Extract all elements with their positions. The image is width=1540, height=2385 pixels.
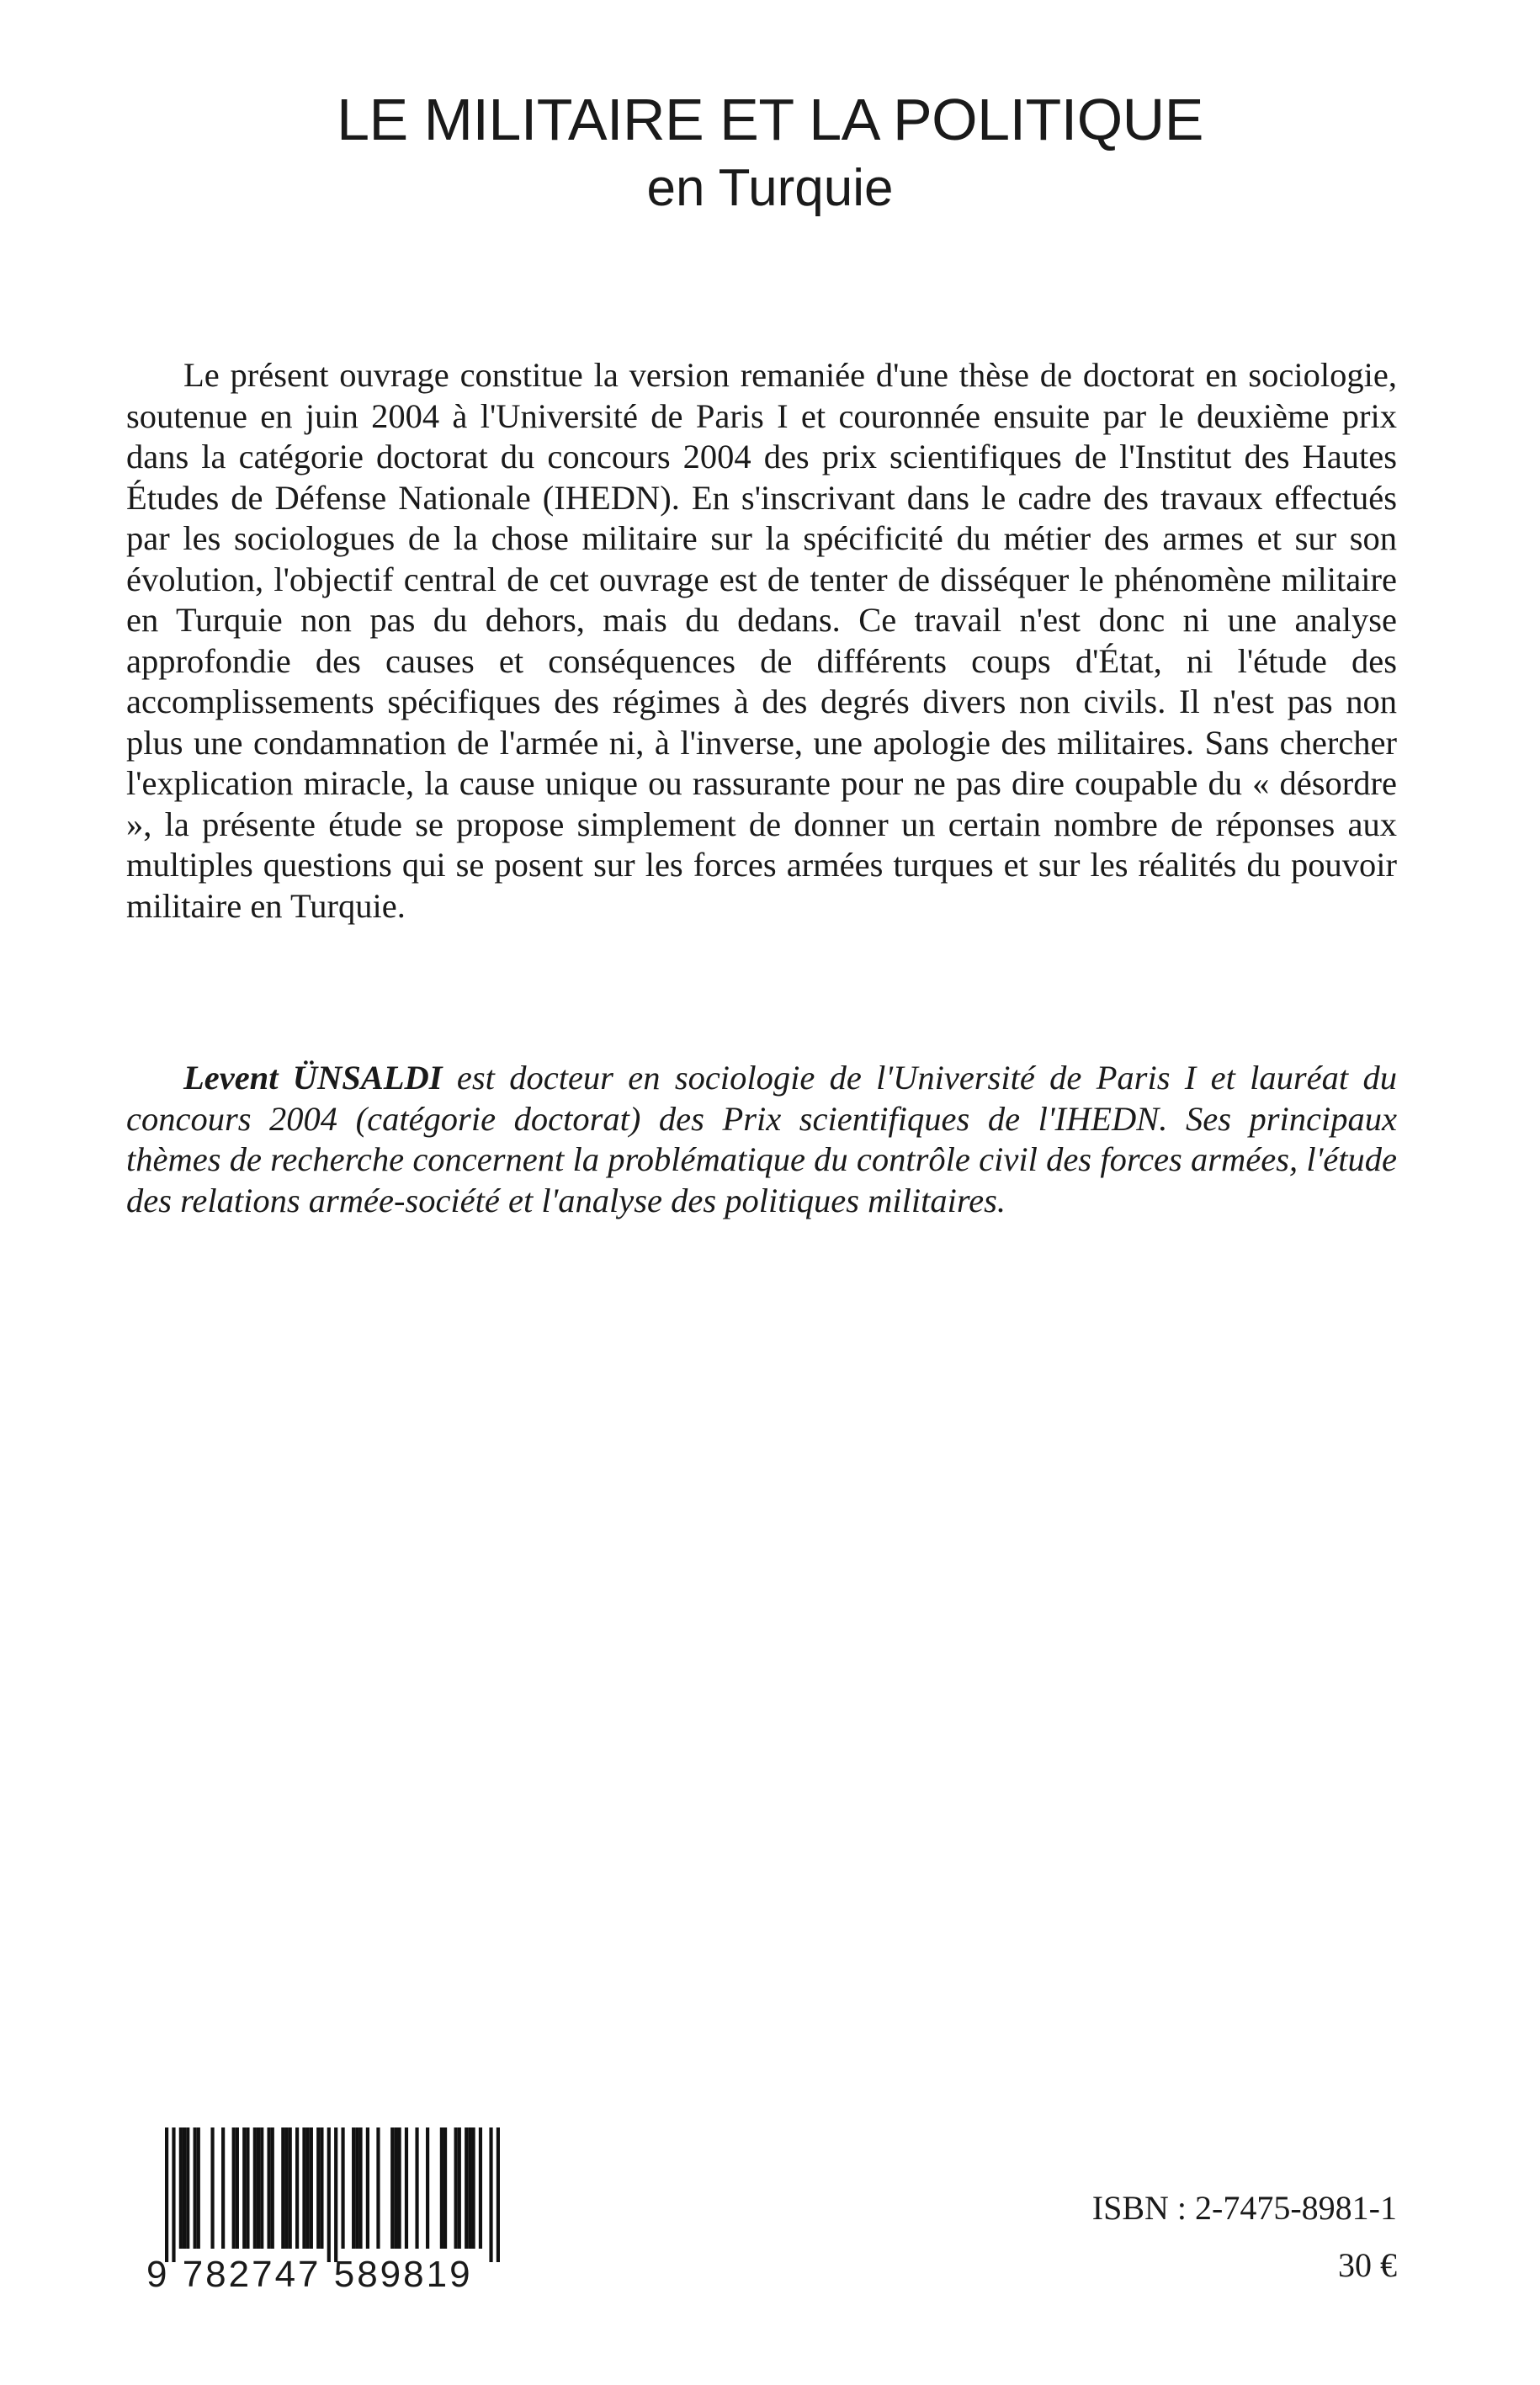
- barcode-bar: [398, 2127, 401, 2249]
- barcode-bar: [405, 2127, 408, 2249]
- barcode-bar: [289, 2127, 292, 2249]
- barcode-bar: [320, 2127, 323, 2249]
- barcode-bar: [454, 2127, 458, 2249]
- barcode-bar: [341, 2127, 344, 2249]
- barcode-bar: [165, 2127, 168, 2262]
- barcode-bar: [210, 2127, 214, 2249]
- barcode-bar: [246, 2127, 249, 2249]
- barcode-bar: [183, 2127, 186, 2249]
- barcode-bar: [358, 2127, 362, 2249]
- barcode-bar: [302, 2127, 305, 2249]
- barcode-bar: [468, 2127, 471, 2249]
- barcode-bar: [267, 2127, 270, 2249]
- barcode-bar: [394, 2127, 397, 2249]
- barcode-bar: [194, 2127, 197, 2249]
- barcode-bar: [260, 2127, 263, 2249]
- price-label: 30 €: [1338, 2246, 1397, 2284]
- barcode-bar: [281, 2127, 284, 2249]
- barcode-bar: [471, 2127, 475, 2249]
- barcode-bar: [352, 2127, 355, 2249]
- book-subtitle: en Turquie: [646, 159, 894, 217]
- barcode-bar: [236, 2127, 239, 2249]
- book-title: LE MILITAIRE ET LA POLITIQUE: [337, 87, 1203, 152]
- barcode-bar: [316, 2127, 320, 2249]
- barcode-bar: [221, 2127, 225, 2249]
- barcode-bar: [479, 2127, 482, 2249]
- barcode-bar: [327, 2127, 331, 2262]
- barcode-bar: [257, 2127, 260, 2249]
- author-bio-text: est docteur en sociologie de l'Université de Paris I et lauréat du concours 2004 (catégorie doctorat) des Prix scientifiques de l'IHEDN. Ses principaux thèmes de recherche concernent la problématique du contrôle civil des forces armées, l'étude des relations armée-société et l'analyse des politiques militaires.: [126, 1059, 1397, 1219]
- barcode-bar: [232, 2127, 236, 2249]
- barcode-bar: [179, 2127, 183, 2249]
- barcode-bar: [271, 2127, 274, 2249]
- barcode-bar: [172, 2127, 175, 2262]
- barcode-bar: [415, 2127, 418, 2249]
- summary-paragraph: Le présent ouvrage constitue la version remaniée d'une thèse de doctorat en sociologie, soutenue en juin 2004 à l'Université de Paris I et couronnée ensuite par le deuxième prix dans la catégorie doctorat du concours 2004 des prix scientifiques de l'Institut des Hautes Études de Défense Nationale (IHEDN). En s'inscrivant dans le cadre des travaux effectués par les sociologues de la chose militaire sur la spécificité du métier des armes et sur son évolution, l'objectif central de cet ouvrage est de tenter de disséquer le phénomène militaire en Turquie non pas du dehors, mais du dedans. Ce travail n'est donc ni une analyse approfondie des causes et conséquences de différents coups d'État, ni l'étude des accomplissements spécifiques des régimes à des degrés divers non civils. Il n'est pas non plus une condamnation de l'armée ni, à l'inverse, une apologie des militaires. Sans chercher l'explication miracle, la cause unique ou rassurante pour ne pas dire coupable du « désordre », la présente étude se propose simplement de donner un certain nombre de réponses aux multiples questions qui se posent sur les forces armées turques et sur les réalités du pouvoir militaire en Turquie.: [126, 356, 1397, 925]
- barcode-bar: [334, 2127, 337, 2262]
- barcode-bar: [310, 2127, 313, 2249]
- barcode-bar: [242, 2127, 246, 2249]
- barcode-bar: [443, 2127, 447, 2249]
- barcode-bar: [186, 2127, 189, 2249]
- barcode-number: 9 782747 589819: [146, 2254, 473, 2295]
- barcode-bar: [458, 2127, 461, 2249]
- barcode-bar: [440, 2127, 443, 2249]
- barcode-bar: [253, 2127, 257, 2249]
- author-name: Levent ÜNSALDI: [183, 1059, 443, 1097]
- barcode-bar: [366, 2127, 369, 2249]
- title-block: [0, 84, 1540, 222]
- barcode-bar: [489, 2127, 492, 2262]
- barcode-bar: [284, 2127, 288, 2249]
- barcode-bars: [165, 2127, 500, 2262]
- barcode-bar: [390, 2127, 394, 2249]
- barcode-bar: [355, 2127, 358, 2249]
- barcode: [146, 2127, 508, 2296]
- author-bio-paragraph: [126, 1058, 1397, 1221]
- barcode-bar: [426, 2127, 429, 2249]
- barcode-bar: [306, 2127, 310, 2249]
- barcode-bar: [497, 2127, 500, 2262]
- isbn-label: ISBN : 2-7475-8981-1: [1091, 2189, 1397, 2227]
- barcode-bar: [295, 2127, 299, 2249]
- barcode-bar: [197, 2127, 200, 2249]
- barcode-bar: [376, 2127, 380, 2249]
- barcode-bar: [465, 2127, 468, 2249]
